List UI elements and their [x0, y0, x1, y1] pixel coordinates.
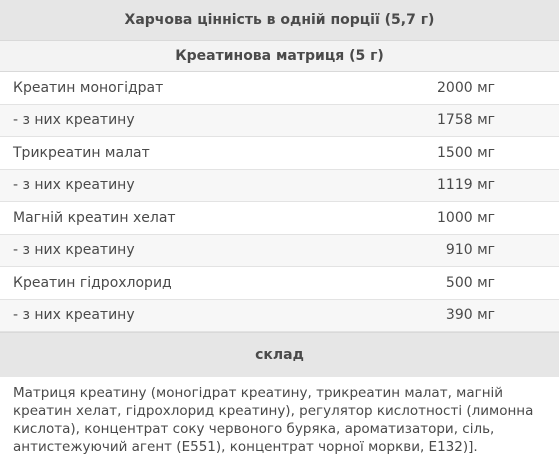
ingredient-amount: 1758 мг — [437, 112, 495, 129]
ingredient-amount: 500 мг — [445, 274, 495, 291]
ingredient-name: - з них креатину — [13, 307, 135, 324]
composition-text: Матриця креатину (моногідрат креатину, трикреатин малат, магній креатин хелат, гідрохлорид креатину), регулятор кислотності (лимонна кислота), концентрат соку червоного буряка, ароматизатори, сіль, антистежуючий агент (E551), концентрат чорної моркви, E132)]. — [13, 385, 534, 455]
ingredient-name: Креатин гідрохлорид — [13, 274, 172, 291]
ingredient-amount: 1119 мг — [437, 177, 495, 194]
ingredient-name: Магній креатин хелат — [13, 209, 176, 226]
table-row — [0, 137, 559, 170]
table-row — [0, 267, 559, 300]
ingredient-amount: 1000 мг — [437, 209, 495, 226]
ingredient-name: - з них креатину — [13, 112, 135, 129]
composition-header: склад — [0, 332, 559, 377]
ingredient-name: Трикреатин малат — [13, 144, 150, 161]
ingredient-amount: 390 мг — [445, 307, 495, 324]
table-row — [0, 235, 559, 268]
ingredient-amount: 910 мг — [445, 242, 495, 259]
ingredient-name: - з них креатину — [13, 177, 135, 194]
ingredient-name: Креатин моногідрат — [13, 79, 164, 96]
ingredient-name: - з них креатину — [13, 242, 135, 259]
table-row — [0, 170, 559, 203]
matrix-subheader: Креатинова матриця (5 г) — [0, 41, 559, 72]
table-row — [0, 72, 559, 105]
ingredient-amount: 1500 мг — [437, 144, 495, 161]
table-row — [0, 105, 559, 138]
table-header: Харчова цінність в одній порції (5,7 г) — [0, 0, 559, 41]
ingredient-amount: 2000 мг — [437, 79, 495, 96]
table-row — [0, 300, 559, 333]
table-row — [0, 202, 559, 235]
